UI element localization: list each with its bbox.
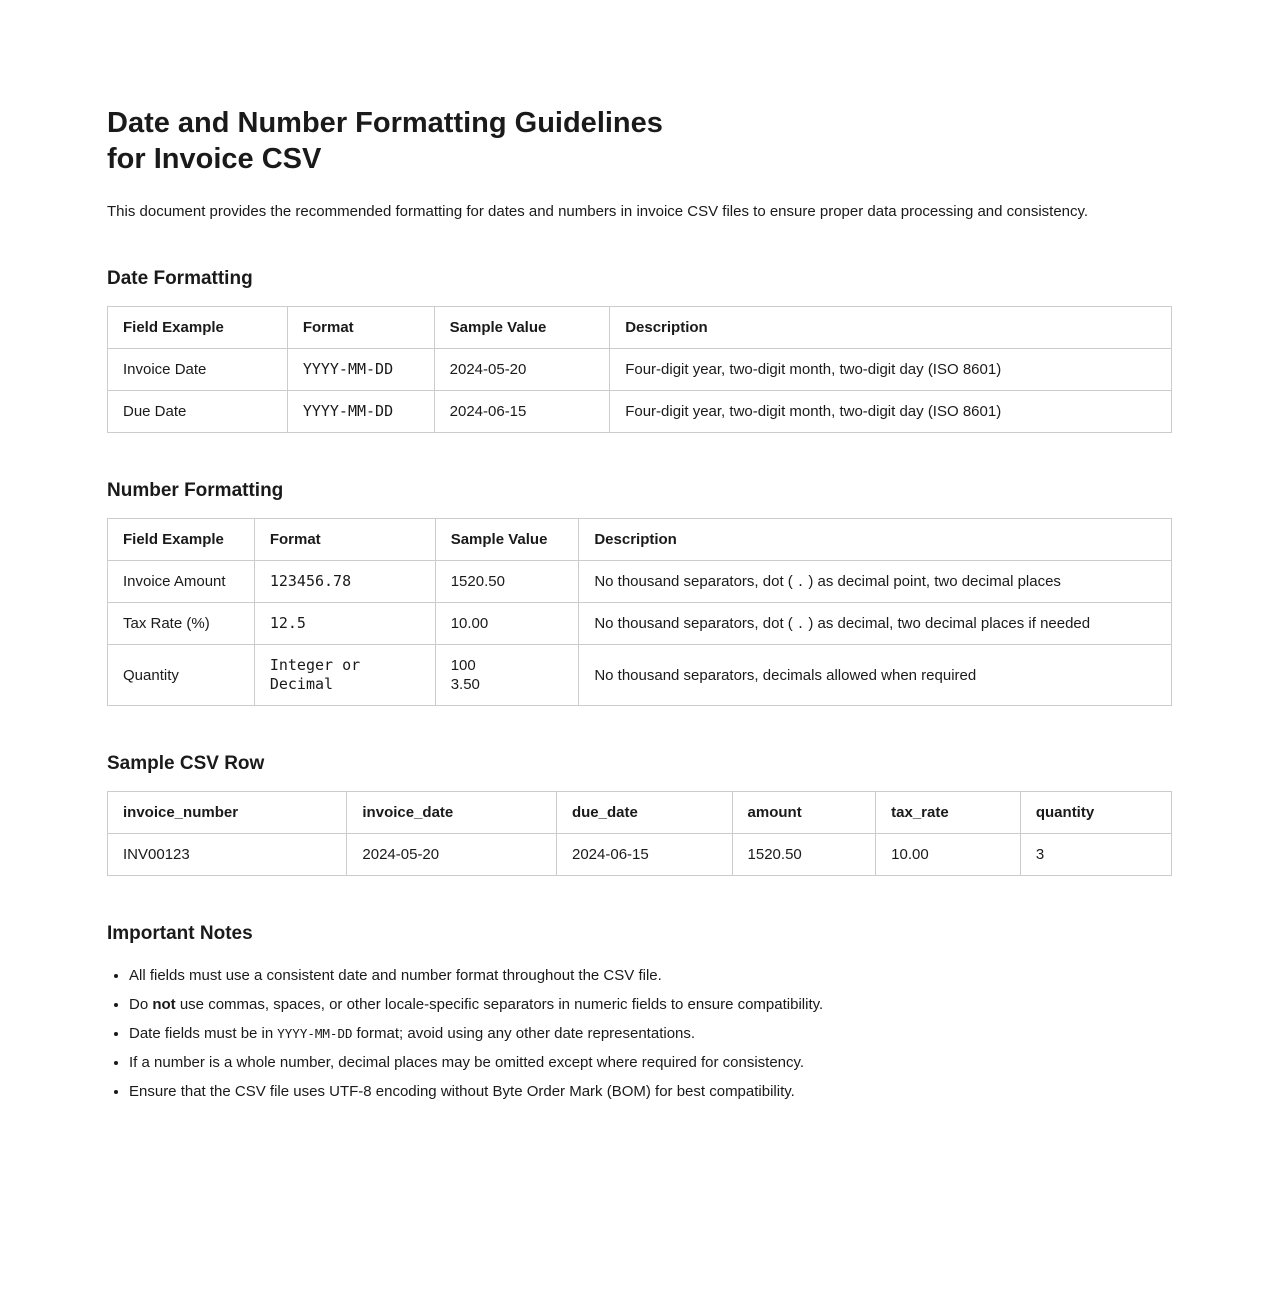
description-text: ) as decimal point, two decimal places [808,573,1061,590]
column-header: Format [287,307,434,349]
column-header: due_date [556,792,732,834]
column-header: Description [579,519,1172,561]
page-title-line2: for Invoice CSV [107,143,322,175]
csv-cell: INV00123 [108,834,347,876]
column-header: Sample Value [435,519,579,561]
column-header: Format [254,519,435,561]
column-header: invoice_date [347,792,557,834]
csv-cell: 2024-06-15 [556,834,732,876]
description-text: No thousand separators, dot ( [594,615,793,632]
field-cell: Invoice Date [108,349,288,391]
description-cell [579,603,1172,645]
format-cell: 123456.78 [254,561,435,603]
note-text: use commas, spaces, or other locale-specific separators in numeric fields to ensure compatibility. [179,996,824,1013]
date-formatting-heading: Date Formatting [107,268,253,289]
format-cell: YYYY-MM-DD [287,349,434,391]
number-formatting-table [107,518,1172,706]
format-cell: YYYY-MM-DD [287,391,434,433]
column-header: Field Example [108,519,255,561]
note-item: • Ensure that the CSV file uses UTF-8 encoding without Byte Order Mark (BOM) for best compatibility. [129,1083,1172,1101]
note-item [129,996,1172,1014]
sample-cell [435,645,579,706]
table-row [108,561,1172,603]
field-cell: Invoice Amount [108,561,255,603]
description-text: No thousand separators, dot ( [594,573,793,590]
column-header: Sample Value [434,307,610,349]
inline-code: YYYY-MM-DD [277,1026,353,1041]
sample-value-line: 100 [450,657,476,674]
important-notes-list [107,967,1172,1101]
important-notes-heading: Important Notes [107,923,253,944]
description-cell: No thousand separators, decimals allowed when required [579,645,1172,706]
csv-cell: 10.00 [876,834,1021,876]
description-cell [579,561,1172,603]
note-text: Date fields must be in [129,1025,274,1042]
field-cell: Quantity [108,645,255,706]
table-header-row [108,792,1172,834]
table-row [108,834,1172,876]
sample-cell: 1520.50 [435,561,579,603]
table-row [108,391,1172,433]
sample-cell: 2024-06-15 [434,391,610,433]
sample-csv-table [107,791,1172,876]
format-cell: Integer or Decimal [254,645,435,706]
sample-csv-heading: Sample CSV Row [107,753,265,774]
intro-paragraph: This document provides the recommended formatting for dates and numbers in invoice CSV files to ensure proper data processing and consistency. [107,203,1089,220]
format-cell: 12.5 [254,603,435,645]
inline-code: . [796,574,805,589]
page-title [107,105,1172,177]
csv-cell: 3 [1020,834,1171,876]
page-title-line1: Date and Number Formatting Guidelines [107,107,663,139]
inline-code: . [796,616,805,631]
date-formatting-table [107,306,1172,433]
field-cell: Due Date [108,391,288,433]
description-cell: Four-digit year, two-digit month, two-digit day (ISO 8601) [610,349,1172,391]
note-text: Do [129,996,149,1013]
column-header: quantity [1020,792,1171,834]
note-item: • If a number is a whole number, decimal places may be omitted except where required for consistency. [129,1054,1172,1072]
column-header: Description [610,307,1172,349]
note-bold-text: not [148,996,180,1013]
csv-cell: 1520.50 [732,834,876,876]
sample-value-line: 3.50 [450,676,480,693]
description-cell: Four-digit year, two-digit month, two-digit day (ISO 8601) [610,391,1172,433]
number-formatting-heading: Number Formatting [107,480,284,501]
note-item [129,1025,1172,1043]
table-header-row [108,307,1172,349]
csv-cell: 2024-05-20 [347,834,557,876]
table-row [108,645,1172,706]
table-row [108,603,1172,645]
note-item: • All fields must use a consistent date and number format throughout the CSV file. [129,967,1172,985]
table-row [108,349,1172,391]
column-header: invoice_number [108,792,347,834]
column-header: Field Example [108,307,288,349]
field-cell: Tax Rate (%) [108,603,255,645]
column-header: tax_rate [876,792,1021,834]
description-text: ) as decimal, two decimal places if needed [808,615,1091,632]
sample-cell: 10.00 [435,603,579,645]
note-text: format; avoid using any other date representations. [356,1025,696,1042]
sample-cell: 2024-05-20 [434,349,610,391]
column-header: amount [732,792,876,834]
table-header-row [108,519,1172,561]
